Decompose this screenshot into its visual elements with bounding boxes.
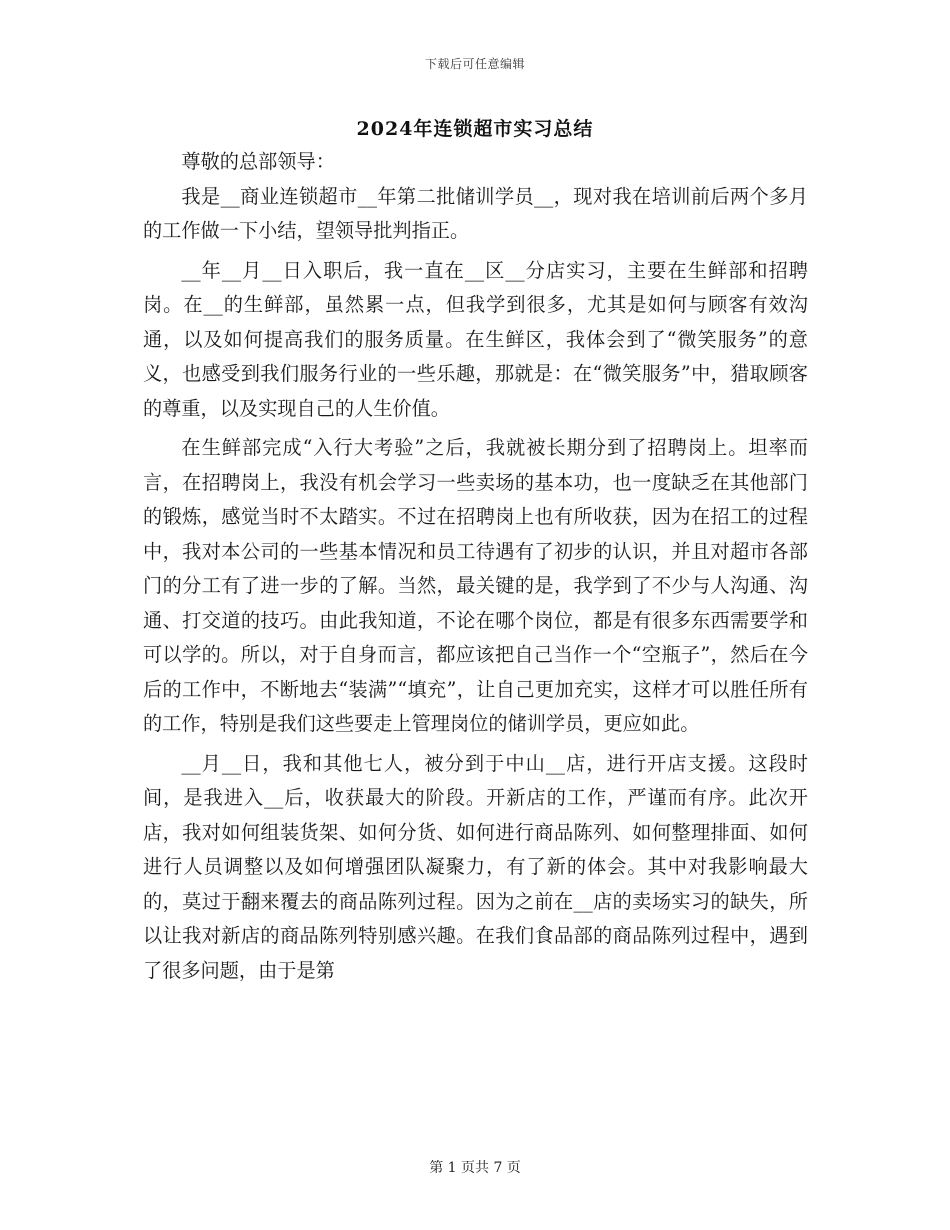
paragraph-3: 在生鲜部完成“入行大考验”之后，我就被长期分到了招聘岗上。坦率而言，在招聘岗上，我没有机会学习一些卖场的基本功，也一度缺乏在其他部门的锻炼，感觉当时不太踏实。不过在招聘岗上也有所收获，因为在招工的过程中，我对本公司的一些基本情况和员工待遇有了初步的认识，并且对超市各部门的分工有了进一步的了解。当然，最关键的是，我学到了不少与人沟通、沟通、打交道的技巧。由此我知道，不论在哪个岗位，都是有很多东西需要学和可以学的。所以，对于自身而言，都应该把自己当作一个“空瓶子”，然后在今后的工作中，不断地去“装满”“填充”，让自己更加充实，这样才可以胜任所有的工作，特别是我们这些要走上管理岗位的储训学员，更应如此。 — [143, 436, 808, 735]
paragraph-4: __月__日，我和其他七人，被分到于中山__店，进行开店支援。这段时间，是我进入__后，收获最大的阶段。开新店的工作，严谨而有序。此次开店，我对如何组装货架、如何分货、如何进行商品陈列、如何整理排面、如何进行人员调整以及如何增强团队凝聚力，有了新的体会。其中对我影响最大的，莫过于翻来覆去的商品陈列过程。因为之前在__店的卖场实习的缺失，所以让我对新店的商品陈列特别感兴趣。在我们食品部的商品陈列过程中，遇到了很多问题，由于是第 — [143, 751, 808, 982]
document-body — [143, 145, 808, 993]
document-title: 2024年连锁超市实习总结 — [356, 118, 594, 140]
salutation: 尊敬的总部领导： — [181, 150, 335, 173]
page-header-note: 下载后可任意编辑 — [424, 57, 525, 71]
paragraph-2: __年__月__日入职后，我一直在__区__分店实习，主要在生鲜部和招聘岗。在__的生鲜部，虽然累一点，但我学到很多，尤其是如何与顾客有效沟通，以及如何提高我们的服务质量。在生鲜区，我体会到了“微笑服务”的意义，也感受到我们服务行业的一些乐趣，那就是：在“微笑服务”中，猎取顾客的尊重，以及实现自己的人生价值。 — [143, 258, 808, 420]
page-number: 第 1 页共 7 页 — [429, 1160, 521, 1176]
paragraph-1: 我是__商业连锁超市__年第二批储训学员__，现对我在培训前后两个多月的工作做一下小结，望领导批判指正。 — [143, 184, 808, 242]
